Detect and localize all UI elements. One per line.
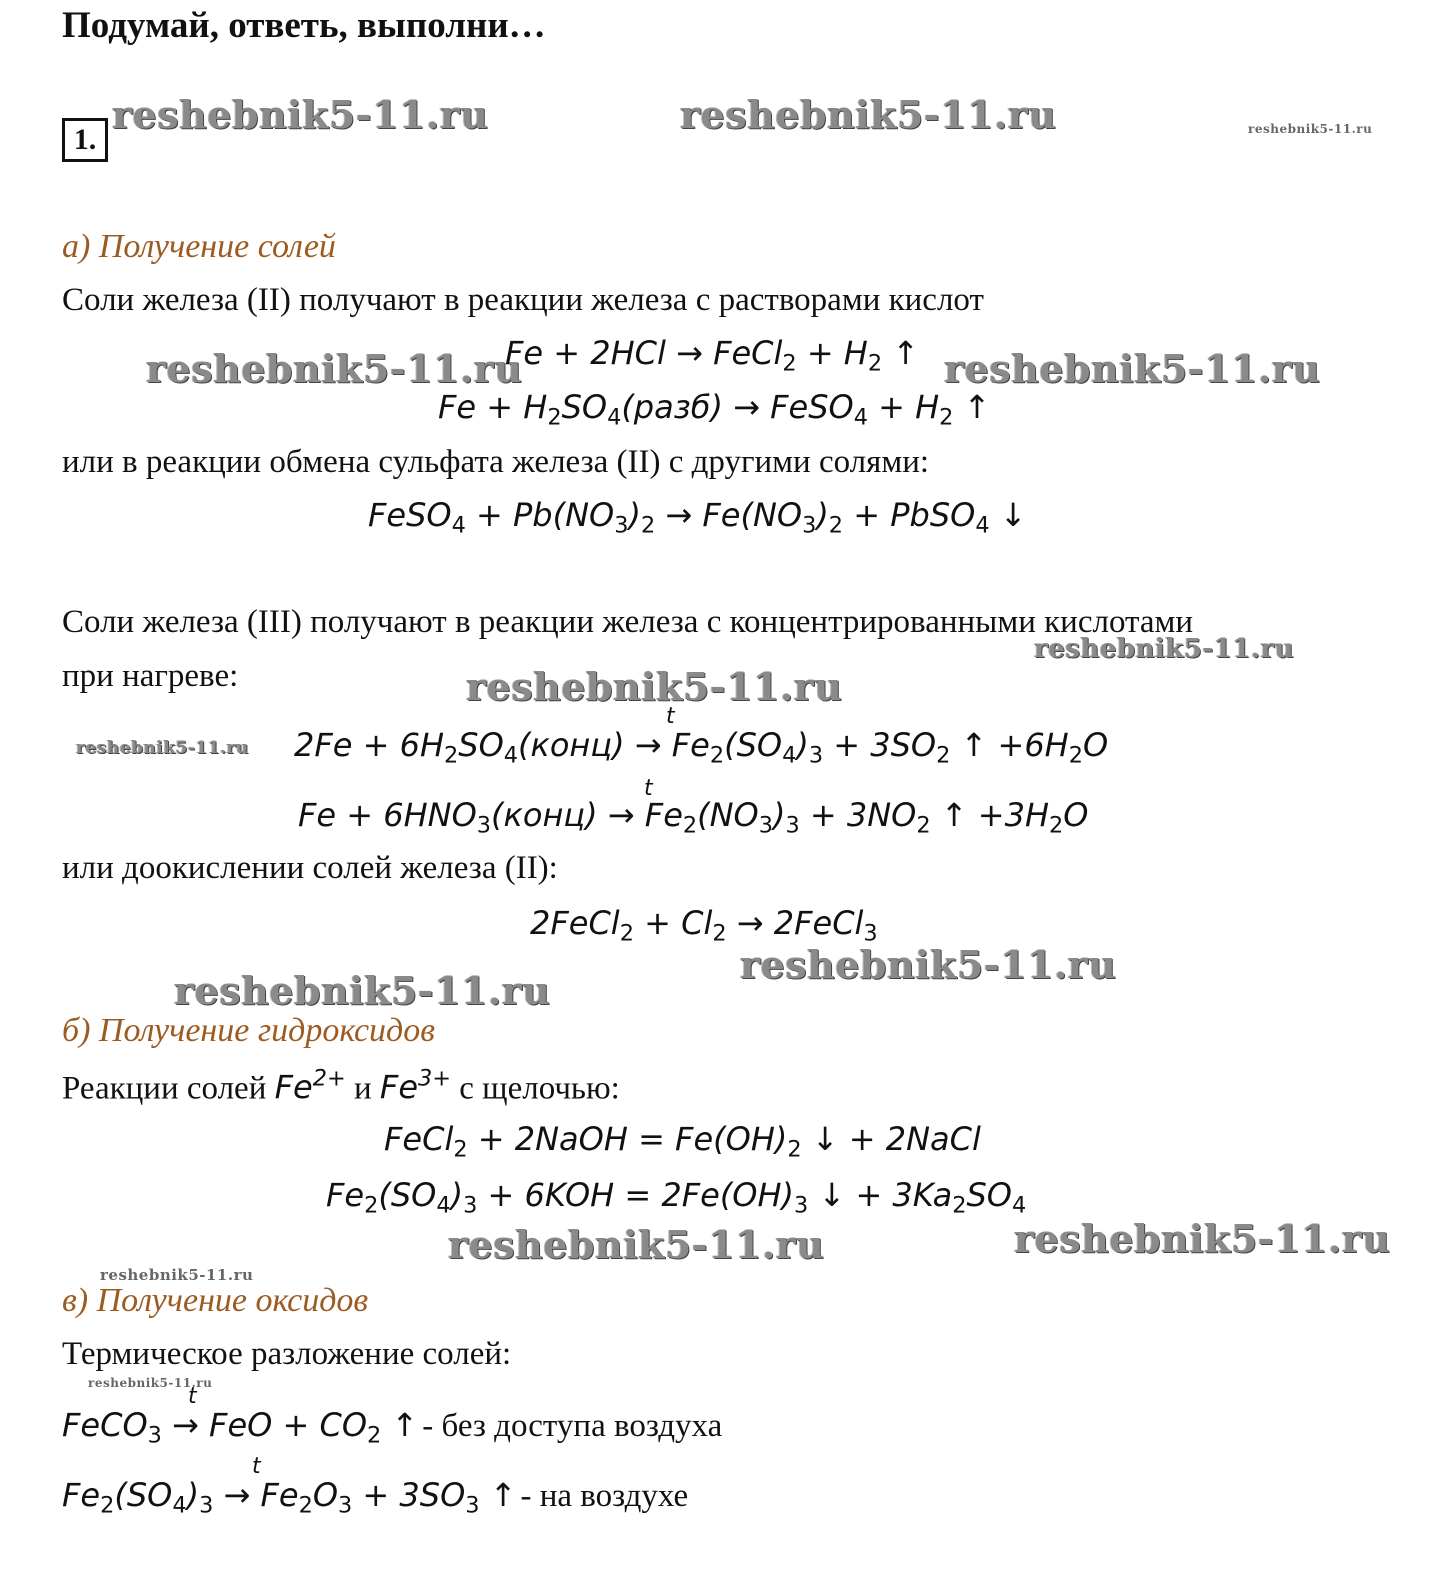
watermark: reshebnik5-11.ru (1014, 1216, 1391, 1261)
section-c-paragraph-1: Термическое разложение солей: (62, 1336, 512, 1372)
watermark: reshebnik5-11.ru (1034, 634, 1295, 664)
equation-feso4-pbno3: FeSO$_4$ + $Pb(NO_3)_2 \to Fe(NO_3)_2$ + PbSO$_4$ ↓ (368, 496, 1027, 539)
heat-symbol: t (188, 1384, 197, 1409)
page-title: Подумай, ответь, выполни… (62, 5, 546, 46)
section-b-text-prefix: Реакции солей (62, 1070, 267, 1107)
section-b-heading: б) Получение гидроксидов (62, 1012, 435, 1049)
watermark: reshebnik5-11.ru (146, 346, 523, 391)
ion-fe2: $Fe^{2+}$ (274, 1066, 346, 1107)
equation-fe-h2so4-dilute: $Fe + H_2SO_4(разб)$ → FeSO$_4$ + $H_2$ ↑ (438, 388, 991, 431)
equation-fe2so43-koh: $Fe_2(SO_4)_3 + 6KOH = 2Fe(OH)_3$ ↓ + $3Ka_2SO_4$ (326, 1176, 1027, 1219)
heat-symbol: t (252, 1454, 261, 1479)
watermark: reshebnik5-11.ru (100, 1266, 254, 1284)
section-a-paragraph-4: или доокислении солей железа (II): (62, 850, 558, 886)
section-c-heading: в) Получение оксидов (62, 1282, 369, 1319)
equation-fecl2-naoh: FeCl$_2$ + 2NaOH = $Fe(OH)_2$ ↓ + 2NaCl (384, 1120, 981, 1163)
equation-feco3: FeCO$_3$ → FeO + $CO_2$ ↑ (62, 1406, 419, 1449)
watermark: reshebnik5-11.ru (466, 664, 843, 709)
section-b-text-and: и (353, 1070, 372, 1107)
watermark: reshebnik5-11.ru (1248, 122, 1373, 136)
watermark: reshebnik5-11.ru (112, 92, 489, 137)
watermark: reshebnik5-11.ru (174, 968, 551, 1013)
watermark: reshebnik5-11.ru (76, 738, 249, 758)
watermark: reshebnik5-11.ru (448, 1222, 825, 1267)
section-b-text-suffix: с щелочью: (459, 1070, 620, 1107)
section-a-paragraph-3: Соли железа (III) получают в реакции железа с концентрированными кислотами (62, 604, 1194, 640)
watermark: reshebnik5-11.ru (740, 942, 1117, 987)
section-a-paragraph-1: Соли железа (II) получают в реакции железа с растворами кислот (62, 282, 984, 318)
watermark: reshebnik5-11.ru (944, 346, 1321, 391)
watermark: reshebnik5-11.ru (88, 1376, 213, 1390)
section-a-heading: а) Получение солей (62, 228, 336, 265)
equation-fe2so43-decomp: $Fe_2(SO_4)_3 \to Fe_2O_3 + 3SO_3$ ↑ (62, 1476, 517, 1519)
task-number: 1. (62, 118, 108, 162)
equation-row-fe2so43 (62, 1476, 688, 1519)
equation-fe-hcl: Fe + 2HCl → FeCl$_2$ + $H_2$ ↑ (505, 334, 920, 377)
section-a-paragraph-2: или в реакции обмена сульфата железа (II) с другими солями: (62, 444, 930, 480)
section-a-paragraph-3b: при нагреве: (62, 658, 239, 694)
watermark: reshebnik5-11.ru (680, 92, 1057, 137)
ion-fe3: $Fe^{3+}$ (379, 1066, 452, 1107)
equation-fe2so43-note: - на воздухе (520, 1478, 689, 1514)
equation-feco3-note: - без доступа воздуха (422, 1408, 723, 1444)
equation-fe-hno3-conc: $Fe + 6HNO_3(конц) \to Fe_2(NO_3)_3 + 3NO_2$ ↑ $+3H_2O$ (298, 796, 1089, 839)
section-b-paragraph-1 (62, 1066, 620, 1107)
heat-symbol: t (666, 704, 675, 729)
equation-fecl2-cl2: 2FeCl$_2$ + $Cl_2$ → 2FeCl$_3$ (530, 904, 878, 947)
equation-row-feco3 (62, 1406, 722, 1449)
equation-fe-h2so4-conc: $2Fe + 6H_2SO_4(конц) \to Fe_2(SO_4)_3 + 3SO_2$ ↑ $+6H_2O$ (294, 726, 1109, 769)
heat-symbol: t (644, 776, 653, 801)
